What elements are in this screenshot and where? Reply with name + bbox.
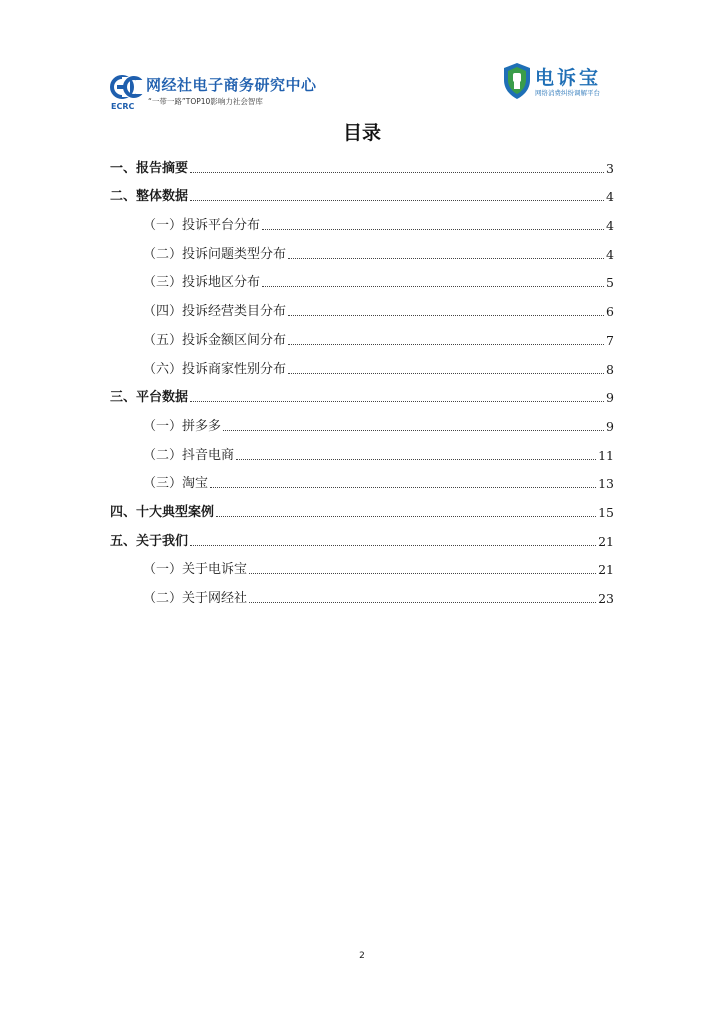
toc-entry-page: 21 [598,562,614,578]
toc-entry-label: 二、整体数据 [110,189,189,205]
toc-entry[interactable] [110,381,614,410]
dianshubao-logo [502,60,612,104]
toc-leader-dots [288,344,604,345]
toc-leader-dots [190,172,604,173]
toc-leader-dots [216,516,596,517]
toc-entry-page: 4 [606,218,614,234]
toc-entry-page: 11 [598,447,614,463]
ecrc-title: 网经社电子商务研究中心 [146,76,317,94]
toc-entry-page: 13 [598,476,614,492]
toc-title: 目录 [342,122,381,144]
toc-leader-dots [288,315,604,316]
toc-entry-page: 15 [598,504,614,520]
toc-entry-page: 6 [606,304,614,320]
toc-leader-dots [210,487,596,488]
toc-entry-page: 8 [606,361,614,377]
toc-leader-dots [190,200,604,201]
toc-entry-page: 5 [606,275,614,291]
toc-leader-dots [190,401,604,402]
toc-entry[interactable] [110,524,614,553]
toc-entry[interactable] [110,180,614,209]
ecrc-subtitle: “一带一路”TOP10影响力社会智库 [148,97,263,106]
toc-entry[interactable] [110,495,614,524]
toc-leader-dots [288,373,604,374]
ecrc-logo [110,72,317,112]
toc-entry-label: （三）投诉地区分布 [143,275,261,291]
toc-entry[interactable] [110,553,614,582]
shield-fist-icon [502,62,532,100]
toc-entry-label: （二）抖音电商 [143,447,235,463]
toc-entry[interactable] [110,581,614,610]
toc-entry[interactable] [110,151,614,180]
toc-entry[interactable] [110,266,614,295]
toc-entry-label: （一）投诉平台分布 [143,218,261,234]
toc-entry-page: 23 [598,591,614,606]
toc-entry[interactable] [110,438,614,467]
toc-entry-page: 21 [598,533,614,549]
toc-entry-page: 4 [606,246,614,262]
toc-entry-label: 五、关于我们 [110,533,189,549]
toc-entry-label: （六）投诉商家性别分布 [143,361,287,377]
toc-entry-label: （一）拼多多 [143,418,222,434]
toc-entry[interactable] [110,352,614,381]
toc-leader-dots [190,545,596,546]
dianshubao-subtitle: 网络消费纠纷调解平台 [535,89,600,97]
table-of-contents [110,151,614,610]
toc-entry[interactable] [110,409,614,438]
toc-leader-dots [288,258,604,259]
toc-entry-page: 9 [606,390,614,406]
toc-entry-page: 9 [606,418,614,434]
toc-entry-label: （四）投诉经营类目分布 [143,304,287,320]
toc-entry-page: 4 [606,189,614,205]
toc-entry[interactable] [110,294,614,323]
toc-entry-label: （二）关于网经社 [143,591,248,606]
toc-entry[interactable] [110,208,614,237]
toc-entry-page: 3 [606,160,614,176]
toc-leader-dots [262,286,604,287]
page-number: 2 [359,951,365,961]
toc-leader-dots [223,430,604,431]
toc-entry-label: （一）关于电诉宝 [143,562,248,578]
dianshubao-title: 电诉宝 [535,67,602,89]
toc-entry-label: （二）投诉问题类型分布 [143,246,287,262]
toc-entry-label: （五）投诉金额区间分布 [143,332,287,348]
ecrc-caption: ECRC [111,102,135,110]
toc-leader-dots [249,573,596,574]
toc-entry-label: 一、报告摘要 [110,160,189,176]
toc-entry-label: 三、平台数据 [110,390,189,406]
toc-leader-dots [262,229,604,230]
toc-entry[interactable] [110,467,614,496]
toc-entry[interactable] [110,323,614,352]
toc-entry[interactable] [110,237,614,266]
toc-entry-label: 四、十大典型案例 [110,504,215,520]
ec-logo-icon [110,74,144,110]
toc-leader-dots [249,602,596,603]
toc-entry-label: （三）淘宝 [143,476,209,492]
toc-leader-dots [236,459,596,460]
toc-entry-page: 7 [606,332,614,348]
